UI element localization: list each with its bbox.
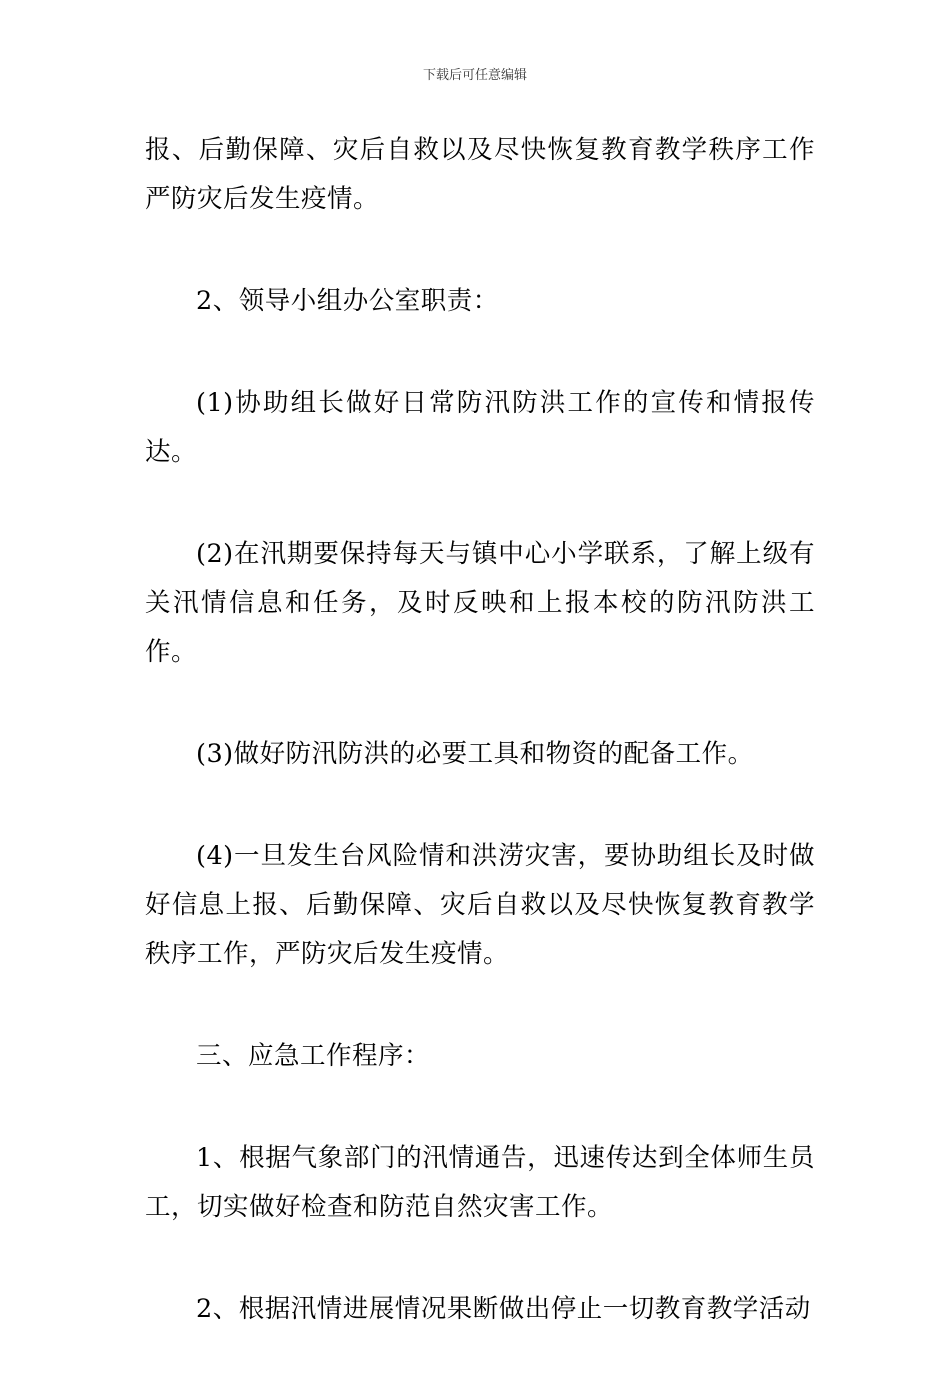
paragraph-duty-3: (3)做好防汛防洪的必要工具和物资的配备工作。	[196, 739, 754, 769]
paragraph-procedure-1: 1、根据气象部门的汛情通告，迅速传达到全体师生员工，切实做好检查和防范自然灾害工作。	[145, 1143, 815, 1222]
paragraph-continued: 报、后勤保障、灾后自救以及尽快恢复教育教学秩序工作严防灾后发生疫情。	[145, 135, 815, 214]
paragraph-procedure-2: 2、根据汛情进展情况果断做出停止一切教育教学活动	[196, 1294, 811, 1324]
paragraph-duty-4: (4)一旦发生台风险情和洪涝灾害，要协助组长及时做好信息上报、后勤保障、灾后自救以及尽快恢复教育教学秩序工作，严防灾后发生疫情。	[145, 841, 815, 969]
paragraph-duty-2: (2)在汛期要保持每天与镇中心小学联系，了解上级有关汛情信息和任务，及时反映和上报本校的防汛防洪工作。	[145, 539, 815, 667]
paragraph-duty-1: (1)协助组长做好日常防汛防洪工作的宣传和情报传达。	[145, 388, 815, 467]
page-header-note: 下载后可任意编辑	[422, 68, 527, 83]
paragraph-section-3-heading: 三、应急工作程序：	[196, 1041, 431, 1071]
paragraph-office-duties-heading: 2、领导小组办公室职责：	[196, 286, 499, 316]
document-body	[145, 126, 815, 1387]
